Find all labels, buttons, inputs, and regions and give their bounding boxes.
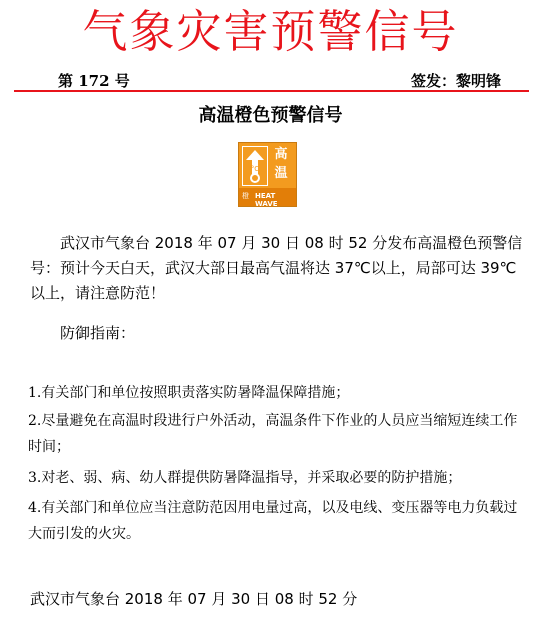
guide-item-1: 1.有关部门和单位按照职责落实防暑降温保障措施； bbox=[28, 385, 350, 401]
guide-heading: 防御指南： bbox=[60, 324, 136, 342]
signal-level-char: 橙 bbox=[242, 192, 249, 200]
guide-item-2: 2.尽量避免在高温时段进行户外活动，高温条件下作业的人员应当缩短连续工作时间； bbox=[28, 413, 518, 455]
guide-item-4: 4.有关部门和单位应当注意防范因用电量过高，以及电线、变压器等电力负载过大而引发的火灾。 bbox=[28, 500, 518, 542]
issue-number: 第 172 号 bbox=[58, 72, 130, 90]
thermometer-icon bbox=[242, 146, 268, 186]
signal-chars: 高温 bbox=[274, 147, 288, 181]
signal-band bbox=[239, 188, 296, 206]
guide-item-3: 3.对老、弱、病、幼人群提供防暑降温指导，并采取必要的防护措施； bbox=[28, 470, 462, 486]
issuer: 签发：黎明锋 bbox=[410, 72, 501, 90]
header-title: 气象灾害预警信号 bbox=[82, 5, 459, 58]
document-title: 高温橙色预警信号 bbox=[198, 105, 343, 126]
signal-english: HEAT WAVE bbox=[255, 192, 278, 208]
footer-issuer-time: 武汉市气象台 2018 年 07 月 30 日 08 时 52 分 bbox=[30, 590, 358, 608]
heat-wave-orange-signal-icon bbox=[238, 142, 297, 207]
header-divider bbox=[14, 90, 529, 92]
svg-text:°C: °C bbox=[250, 165, 260, 173]
warning-body: 武汉市气象台 2018 年 07 月 30 日 08 时 52 分发布高温橙色预警信号：预计今天白天，武汉大部日最高气温将达 37℃以上，局部可达 39℃以上，请注意防范！ bbox=[30, 234, 523, 302]
